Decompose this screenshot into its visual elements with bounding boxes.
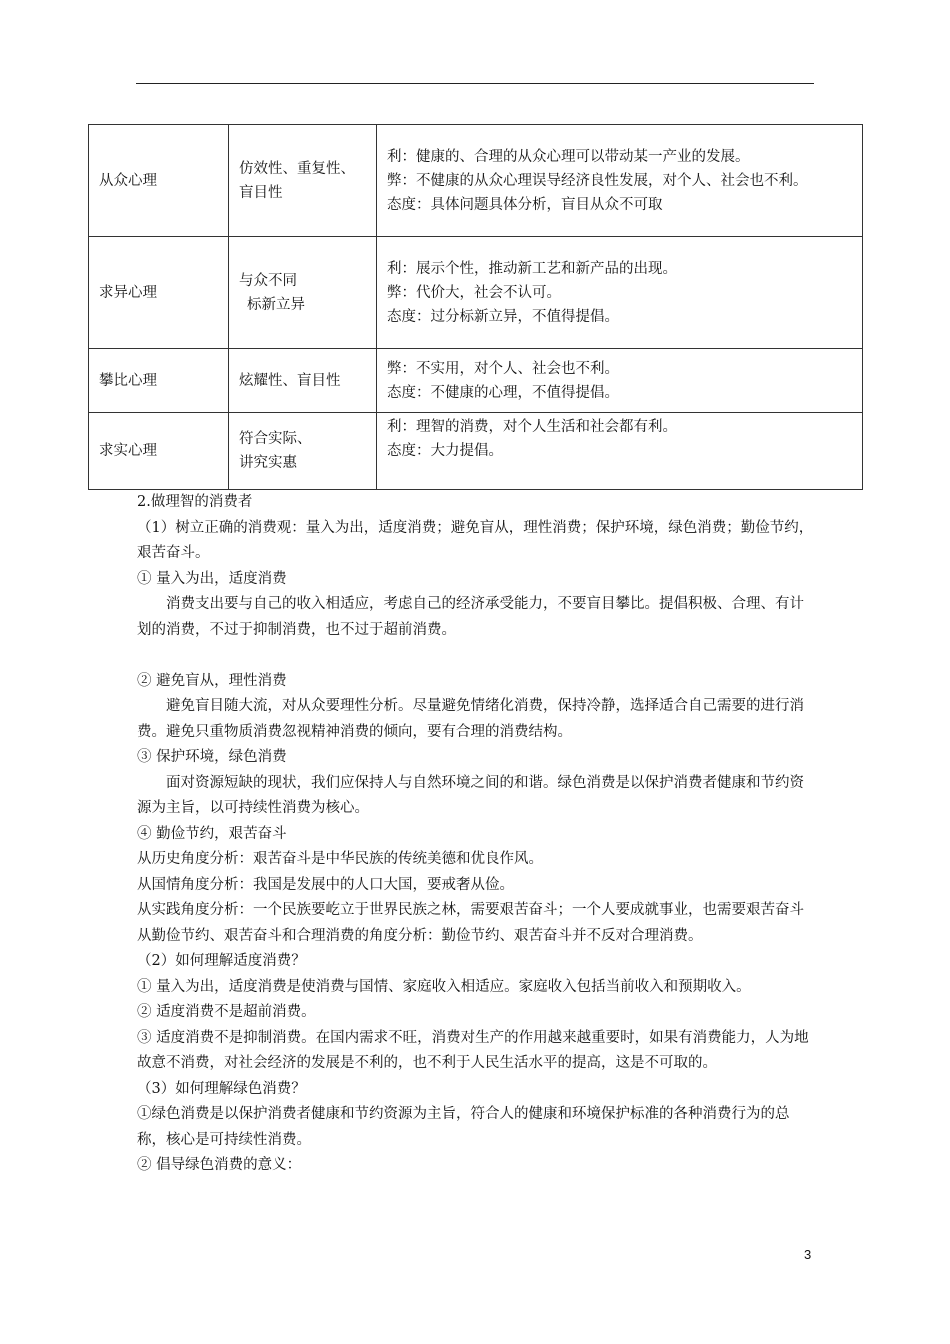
psychology-name-cell: 求异心理 [89,237,229,349]
note-line: 态度：不健康的心理，不值得提倡。 [387,384,619,401]
paragraph: 从实践角度分析：一个民族要屹立于世界民族之林，需要艰苦奋斗；一个人要成就事业，也需要艰苦奋斗 [137,902,804,918]
body-text [137,490,817,1179]
psychology-notes-cell [377,413,863,490]
table-row [89,349,863,413]
note-line: 利：展示个性，推动新工艺和新产品的出现。 [387,260,677,277]
paragraph: 从国情角度分析：我国是发展中的人口大国，要戒奢从俭。 [137,876,514,893]
table-row [89,237,863,349]
paragraph: ①绿色消费是以保护消费者健康和节约资源为主旨，符合人的健康和环境保护标准的各种消费行为的总称，核心是可持续性消费。 [137,1106,790,1148]
paragraph: ③ 适度消费不是抑制消费。在国内需求不旺，消费对生产的作用越来越重要时，如果有消费能力，人为地故意不消费，对社会经济的发展是不利的，也不利于人民生活水平的提高，这是不可取的。 [137,1029,809,1071]
section-heading: 2.做理智的消费者 [137,494,253,510]
trait-line: 符合实际、 [239,431,312,447]
paragraph: ② 适度消费不是超前消费。 [137,1004,316,1020]
psychology-name-cell: 从众心理 [89,125,229,237]
paragraph: 消费支出要与自己的收入相适应，考虑自己的经济承受能力，不要盲目攀比。提倡积极、合理、有计划的消费，不过于抑制消费，也不过于超前消费。 [137,596,804,638]
point-heading: ② 避免盲从，理性消费 [137,672,287,689]
consumer-psychology-table [88,124,863,490]
subsection-heading: （2）如何理解适度消费？ [137,953,306,969]
table-row [89,125,863,237]
psychology-name-cell: 求实心理 [89,413,229,490]
psychology-notes-cell [377,237,863,349]
psychology-notes-cell [377,125,863,237]
psychology-traits-cell [229,237,377,349]
header-rule [136,83,814,84]
note-line: 态度：过分标新立异，不值得提倡。 [387,308,619,325]
psychology-traits-cell [229,413,377,490]
paragraph: 从历史角度分析：艰苦奋斗是中华民族的传统美德和优良作风。 [137,851,543,867]
psychology-notes-cell [377,349,863,413]
trait-line: 标新立异 [247,296,305,313]
note-line: 态度：具体问题具体分析，盲目从众不可取 [387,196,663,213]
note-line: 弊：代价大，社会不认可。 [387,284,561,301]
page-number: 3 [804,1247,812,1262]
subsection-heading: （1）树立正确的消费观：量入为出，适度消费；避免盲从，理性消费；保护环境，绿色消费；勤俭节约，艰苦奋斗。 [137,519,814,561]
paragraph: ② 倡导绿色消费的意义： [137,1157,302,1173]
trait-line: 仿效性、重复性、 [239,160,355,177]
psychology-traits-cell [229,349,377,413]
note-line: 弊：不健康的从众心理误导经济良性发展，对个人、社会也不利。 [387,172,808,189]
note-line: 利：健康的、合理的从众心理可以带动某一产业的发展。 [387,148,750,165]
trait-line: 盲目性 [239,184,283,201]
paragraph: 避免盲目随大流，对从众要理性分析。尽量避免情绪化消费，保持冷静，选择适合自己需要的进行消费。避免只重物质消费忽视精神消费的倾向，要有合理的消费结构。 [137,698,804,740]
point-heading: ④ 勤俭节约，艰苦奋斗 [137,825,287,842]
paragraph: ① 量入为出，适度消费是使消费与国情、家庭收入相适应。家庭收入包括当前收入和预期收入。 [137,978,751,995]
point-heading: ③ 保护环境，绿色消费 [137,749,287,765]
point-heading: ① 量入为出，适度消费 [137,570,287,587]
spacer [137,643,817,669]
note-line: 利：理智的消费，对个人生活和社会都有利。 [387,419,677,435]
paragraph: 从勤俭节约、艰苦奋斗和合理消费的角度分析：勤俭节约、艰苦奋斗并不反对合理消费。 [137,927,703,944]
note-line: 态度：大力提倡。 [387,443,503,459]
trait-line: 讲究实惠 [239,455,297,471]
paragraph: 面对资源短缺的现状，我们应保持人与自然环境之间的和谐。绿色消费是以保护消费者健康和节约资源为主旨，以可持续性消费为核心。 [137,774,804,816]
psychology-traits-cell [229,125,377,237]
table-row [89,413,863,490]
subsection-heading: （3）如何理解绿色消费？ [137,1080,306,1097]
psychology-name-cell: 攀比心理 [89,349,229,413]
trait-line: 炫耀性、盲目性 [239,372,341,389]
note-line: 弊：不实用，对个人、社会也不利。 [387,360,619,377]
trait-line: 与众不同 [239,272,297,289]
